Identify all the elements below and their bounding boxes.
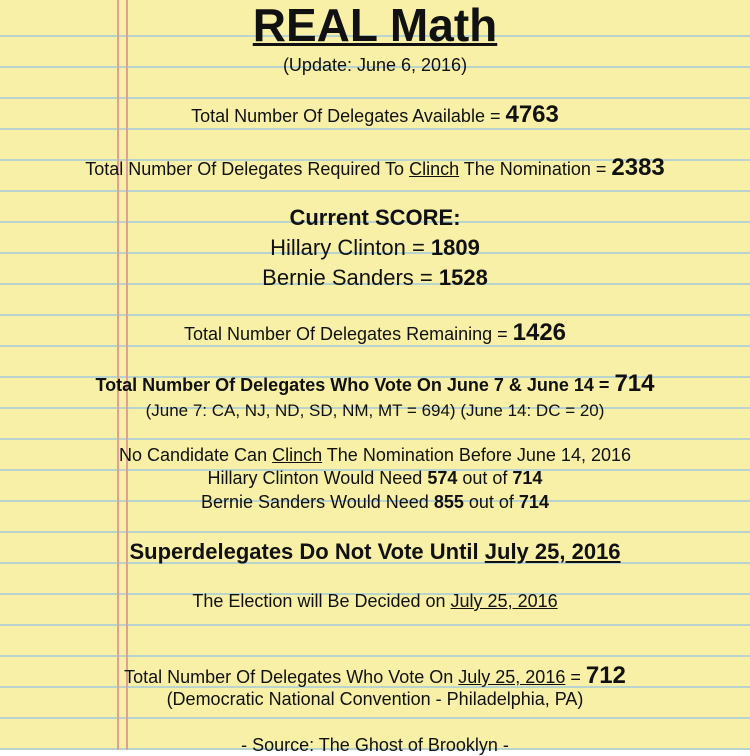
convention-vote-label: Total Number Of Delegates Who Vote On — [124, 667, 459, 687]
delegates-remaining — [0, 319, 750, 347]
no-clinch-label: No Candidate Can — [118, 445, 273, 465]
no-clinch-label-end: The Nomination Before June 14, 2016 — [322, 445, 631, 465]
election-decided-label: The Election will Be Decided on — [192, 591, 451, 611]
sanders-need-total: 714 — [518, 492, 549, 512]
sanders-score-label: Bernie Sanders = — [262, 265, 439, 290]
convention-detail: (Democratic National Convention - Philadelphia, PA) — [166, 689, 584, 709]
june-vote-detail: (June 7: CA, NJ, ND, SD, NM, MT = 694) (June 14: DC = 20) — [145, 401, 605, 420]
clinton-need-value: 574 — [427, 468, 458, 488]
election-decided-date: July 25, 2016 — [450, 591, 558, 611]
update-date: (Update: June 6, 2016) — [282, 55, 468, 75]
clinton-need-label: Hillary Clinton Would Need — [207, 468, 428, 488]
clinton-need — [0, 468, 750, 489]
superdelegates-date: July 25, 2016 — [484, 539, 621, 564]
june-vote-label: Total Number Of Delegates Who Vote On June 7 & June 14 = — [95, 375, 615, 395]
delegates-required-label-end: The Nomination = — [459, 159, 612, 179]
clinton-score-value: 1809 — [430, 235, 480, 260]
no-clinch-word: Clinch — [272, 445, 323, 465]
clinton-score-label: Hillary Clinton = — [270, 235, 431, 260]
delegates-required-label: Total Number Of Delegates Required To — [85, 159, 410, 179]
sanders-need-value: 855 — [433, 492, 464, 512]
clinton-need-mid: out of — [457, 468, 513, 488]
superdelegates-label: Superdelegates Do Not Vote Until — [129, 539, 485, 564]
election-decided — [0, 591, 750, 612]
june-vote-value: 714 — [614, 370, 655, 397]
delegates-available-value: 4763 — [505, 101, 559, 128]
delegates-remaining-label: Total Number Of Delegates Remaining = — [183, 324, 513, 344]
clinch-word: Clinch — [409, 159, 460, 179]
superdelegates-note — [0, 539, 750, 565]
sanders-need — [0, 492, 750, 513]
no-clinch-note — [0, 445, 750, 466]
delegates-remaining-value: 1426 — [512, 319, 567, 346]
convention-vote-date: July 25, 2016 — [458, 667, 566, 687]
delegates-required — [0, 154, 750, 182]
score-heading: Current SCORE: — [289, 205, 461, 230]
delegates-required-value: 2383 — [611, 154, 665, 181]
clinton-need-total: 714 — [512, 468, 543, 488]
delegates-available-label: Total Number Of Delegates Available = — [191, 106, 506, 126]
source-credit: - Source: The Ghost of Brooklyn - — [241, 735, 509, 755]
convention-vote-eq: = — [565, 667, 586, 687]
convention-vote — [0, 662, 750, 690]
sanders-need-mid: out of — [463, 492, 519, 512]
june-vote — [0, 370, 750, 398]
sanders-score — [0, 265, 750, 291]
sanders-score-value: 1528 — [438, 265, 488, 290]
sanders-need-label: Bernie Sanders Would Need — [201, 492, 434, 512]
delegates-available — [0, 101, 750, 129]
convention-vote-value: 712 — [585, 662, 626, 689]
clinton-score — [0, 235, 750, 261]
page-title: REAL Math — [252, 0, 498, 51]
